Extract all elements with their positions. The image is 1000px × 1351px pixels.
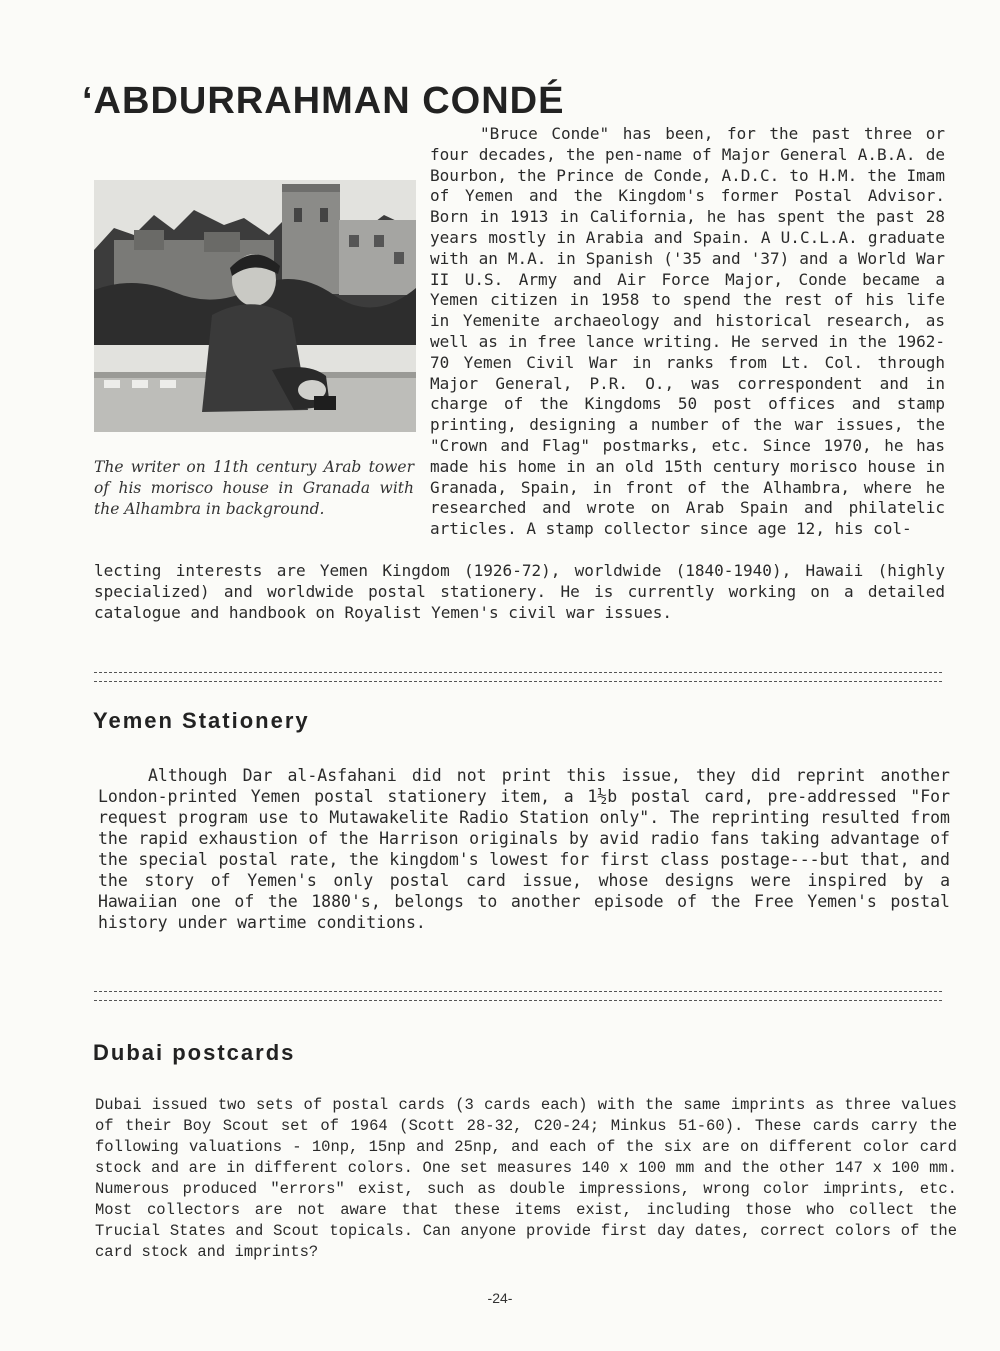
- author-photo: [94, 180, 416, 432]
- biography-text-part1: "Bruce Conde" has been, for the past three or four decades, the pen-name of Major General A.B.A. de Bourbon, the Prince de Conde, A.D.C. to H.M. the Imam of Yemen and the Kingdom's former Postal Advisor. Born in 1913 in California, he has spent the past 28 years mostly in Arabia and Spain. A U.C.L.A. graduate with an M.A. in Spanish ('35 and '37) and a World War II U.S. Army and Air Force Major, Conde became a Yemen citizen in 1958 to spend the rest of his life in Yemenite archaeology and historical research, as well as in free lance writing. He served in the 1962-70 Yemen Civil War in ranks from Lt. Col. through Major General, P.R. O., was correspondent and in charge of the Kingdoms 50 post offices and stamp printing, designing a number of the war issues, the "Crown and Flag" postmarks, etc. Since 1970, he has made his home in an old 15th century morisco house in Granada, Spain, in front of the Alhambra, where he researched and wrote on Arab Spain and philatelic articles. A stamp collector since age 12, his col-: [430, 124, 945, 539]
- page-number: -24-: [487, 1290, 513, 1306]
- dubai-postcards-text: Dubai issued two sets of postal cards (3 cards each) with the same imprints as three values of their Boy Scout set of 1964 (Scott 28-32, C20-24; Minkus 51-60). These cards carry the following valuations - 10np, 15np and 25np, and each of the six are on different color card stock and are in different colors. One set measures 140 x 100 mm and the other 147 x 100 mm. Numerous produced "errors" exist, such as double impressions, wrong color imprints, etc. Most collectors are not aware that these items exist, including those who collect the Trucial States and Scout topicals. Can anyone provide first day dates, correct colors of the card stock and imprints?: [95, 1096, 957, 1261]
- photo-caption: The writer on 11th century Arab tower of his morisco house in Granada with the Alhambra in background.: [94, 458, 414, 518]
- section-divider: [94, 991, 942, 1001]
- biography-continuation: lecting interests are Yemen Kingdom (1926-72), worldwide (1840-1940), Hawaii (highly specialized) and worldwide postal stationery. He is currently working on a detailed catalogue and handbook on Royalist Yemen's civil war issues.: [94, 561, 945, 622]
- biography-column: [430, 124, 945, 540]
- yemen-stationery-heading: Yemen Stationery: [93, 708, 310, 733]
- dubai-postcards-heading: Dubai postcards: [93, 1040, 296, 1065]
- yemen-stationery-text: [98, 765, 950, 933]
- section-divider: [94, 672, 942, 682]
- yemen-stationery-body: Although Dar al-Asfahani did not print this issue, they did reprint another London-printed Yemen postal stationery item, a 1½b postal card, pre-addressed "For request program use to Mutawakelite Radio Station only". The reprinting resulted from the rapid exhaustion of the Harrison originals by avid radio fans taking advantage of the special postal rate, the kingdom's lowest for first class postage---but that, and the story of Yemen's only postal card issue, whose designs were inspired by a Hawaiian one of the 1880's, belongs to another episode of the Free Yemen's postal history under wartime conditions.: [98, 766, 950, 932]
- article-title: ‘ABDURRAHMAN CONDÉ: [82, 80, 565, 122]
